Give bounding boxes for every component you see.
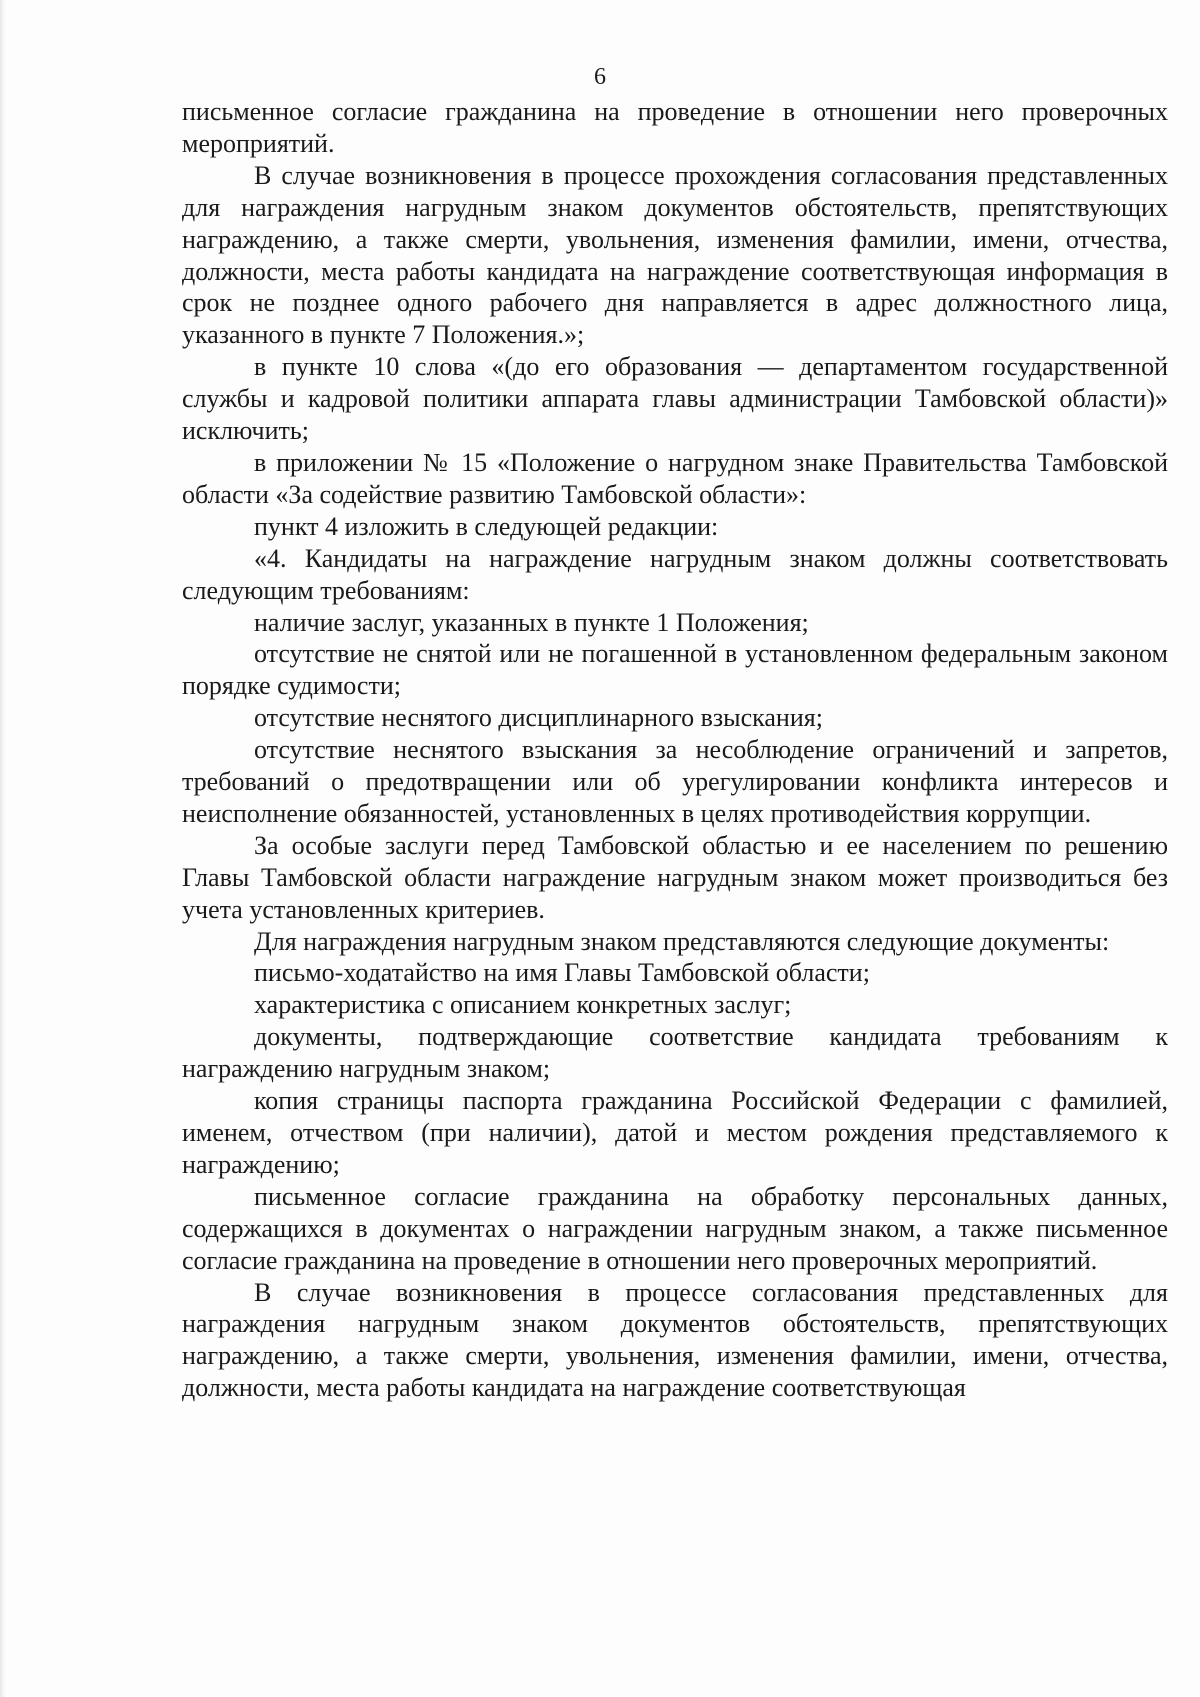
paragraph: пункт 4 изложить в следующей редакции:: [254, 511, 719, 541]
paragraph: письменное согласие гражданина на проведение в отношении него проверочных мероприятий.: [182, 97, 1168, 158]
paragraph: За особые заслуги перед Тамбовской областью и ее населением по решению Главы Тамбовской области награждение нагрудным знаком может производиться без учета установленных критериев.: [182, 830, 1168, 924]
paragraph: отсутствие неснятого дисциплинарного взыскания;: [254, 703, 823, 733]
paragraph: в приложении № 15 «Положение о нагрудном знаке Правительства Тамбовской области «За содействие развитию Тамбовской области»:: [182, 447, 1168, 509]
paragraph: наличие заслуг, указанных в пункте 1 Положения;: [254, 607, 809, 637]
paragraph: документы, подтверждающие соответствие кандидата требованиям к награждению нагрудным знаком;: [182, 1022, 1168, 1084]
paragraph: В случае возникновения в процессе согласования представленных для награждения нагрудным знаком документов обстоятельств, препятствующих награждению, а также смерти, увольнения, изменения фамилии, имени, отчества, должности, места работы кандидата на награждение соответствующая: [182, 1277, 1168, 1403]
paragraph: В случае возникновения в процессе прохождения согласования представленных для награждения нагрудным знаком документов обстоятельств, препятствующих награждению, а также смерти, увольнения, изменения фамилии, имени, отчества, должности, места работы кандидата на награждение соответствующая информация в срок не позднее одного рабочего дня направляется в адрес должностного лица, указанного в пункте 7 Положения.»;: [182, 160, 1168, 350]
page-number: 6: [594, 64, 606, 90]
scan-edge-shadow: [0, 0, 6, 1697]
paragraph: характеристика с описанием конкретных заслуг;: [254, 990, 792, 1020]
paragraph: письменное согласие гражданина на обработку персональных данных, содержащихся в документах о награждении нагрудным знаком, а также письменное согласие гражданина на проведение в отношении него проверочных мероприятий.: [182, 1181, 1168, 1275]
document-body: [182, 96, 1168, 1404]
paragraph: Для награждения нагрудным знаком представляются следующие документы:: [254, 926, 1110, 956]
paragraph: письмо-ходатайство на имя Главы Тамбовской области;: [254, 958, 870, 988]
paragraph: в пункте 10 слова «(до его образования — департаментом государственной службы и кадровой политики аппарата главы администрации Тамбовской области)» исключить;: [182, 352, 1168, 446]
paragraph: копия страницы паспорта гражданина Российской Федерации с фамилией, именем, отчеством (при наличии), датой и местом рождения представляемого к награждению;: [182, 1086, 1168, 1179]
paragraph: «4. Кандидаты на награждение нагрудным знаком должны соответствовать следующим требованиям:: [182, 543, 1168, 605]
paragraph: отсутствие неснятого взыскания за несоблюдение ограничений и запретов, требований о предотвращении или об урегулировании конфликта интересов и неисполнение обязанностей, установленных в целях противодействия коррупции.: [182, 735, 1168, 828]
paragraph: отсутствие не снятой или не погашенной в установленном федеральным законом порядке судимости;: [182, 639, 1168, 701]
